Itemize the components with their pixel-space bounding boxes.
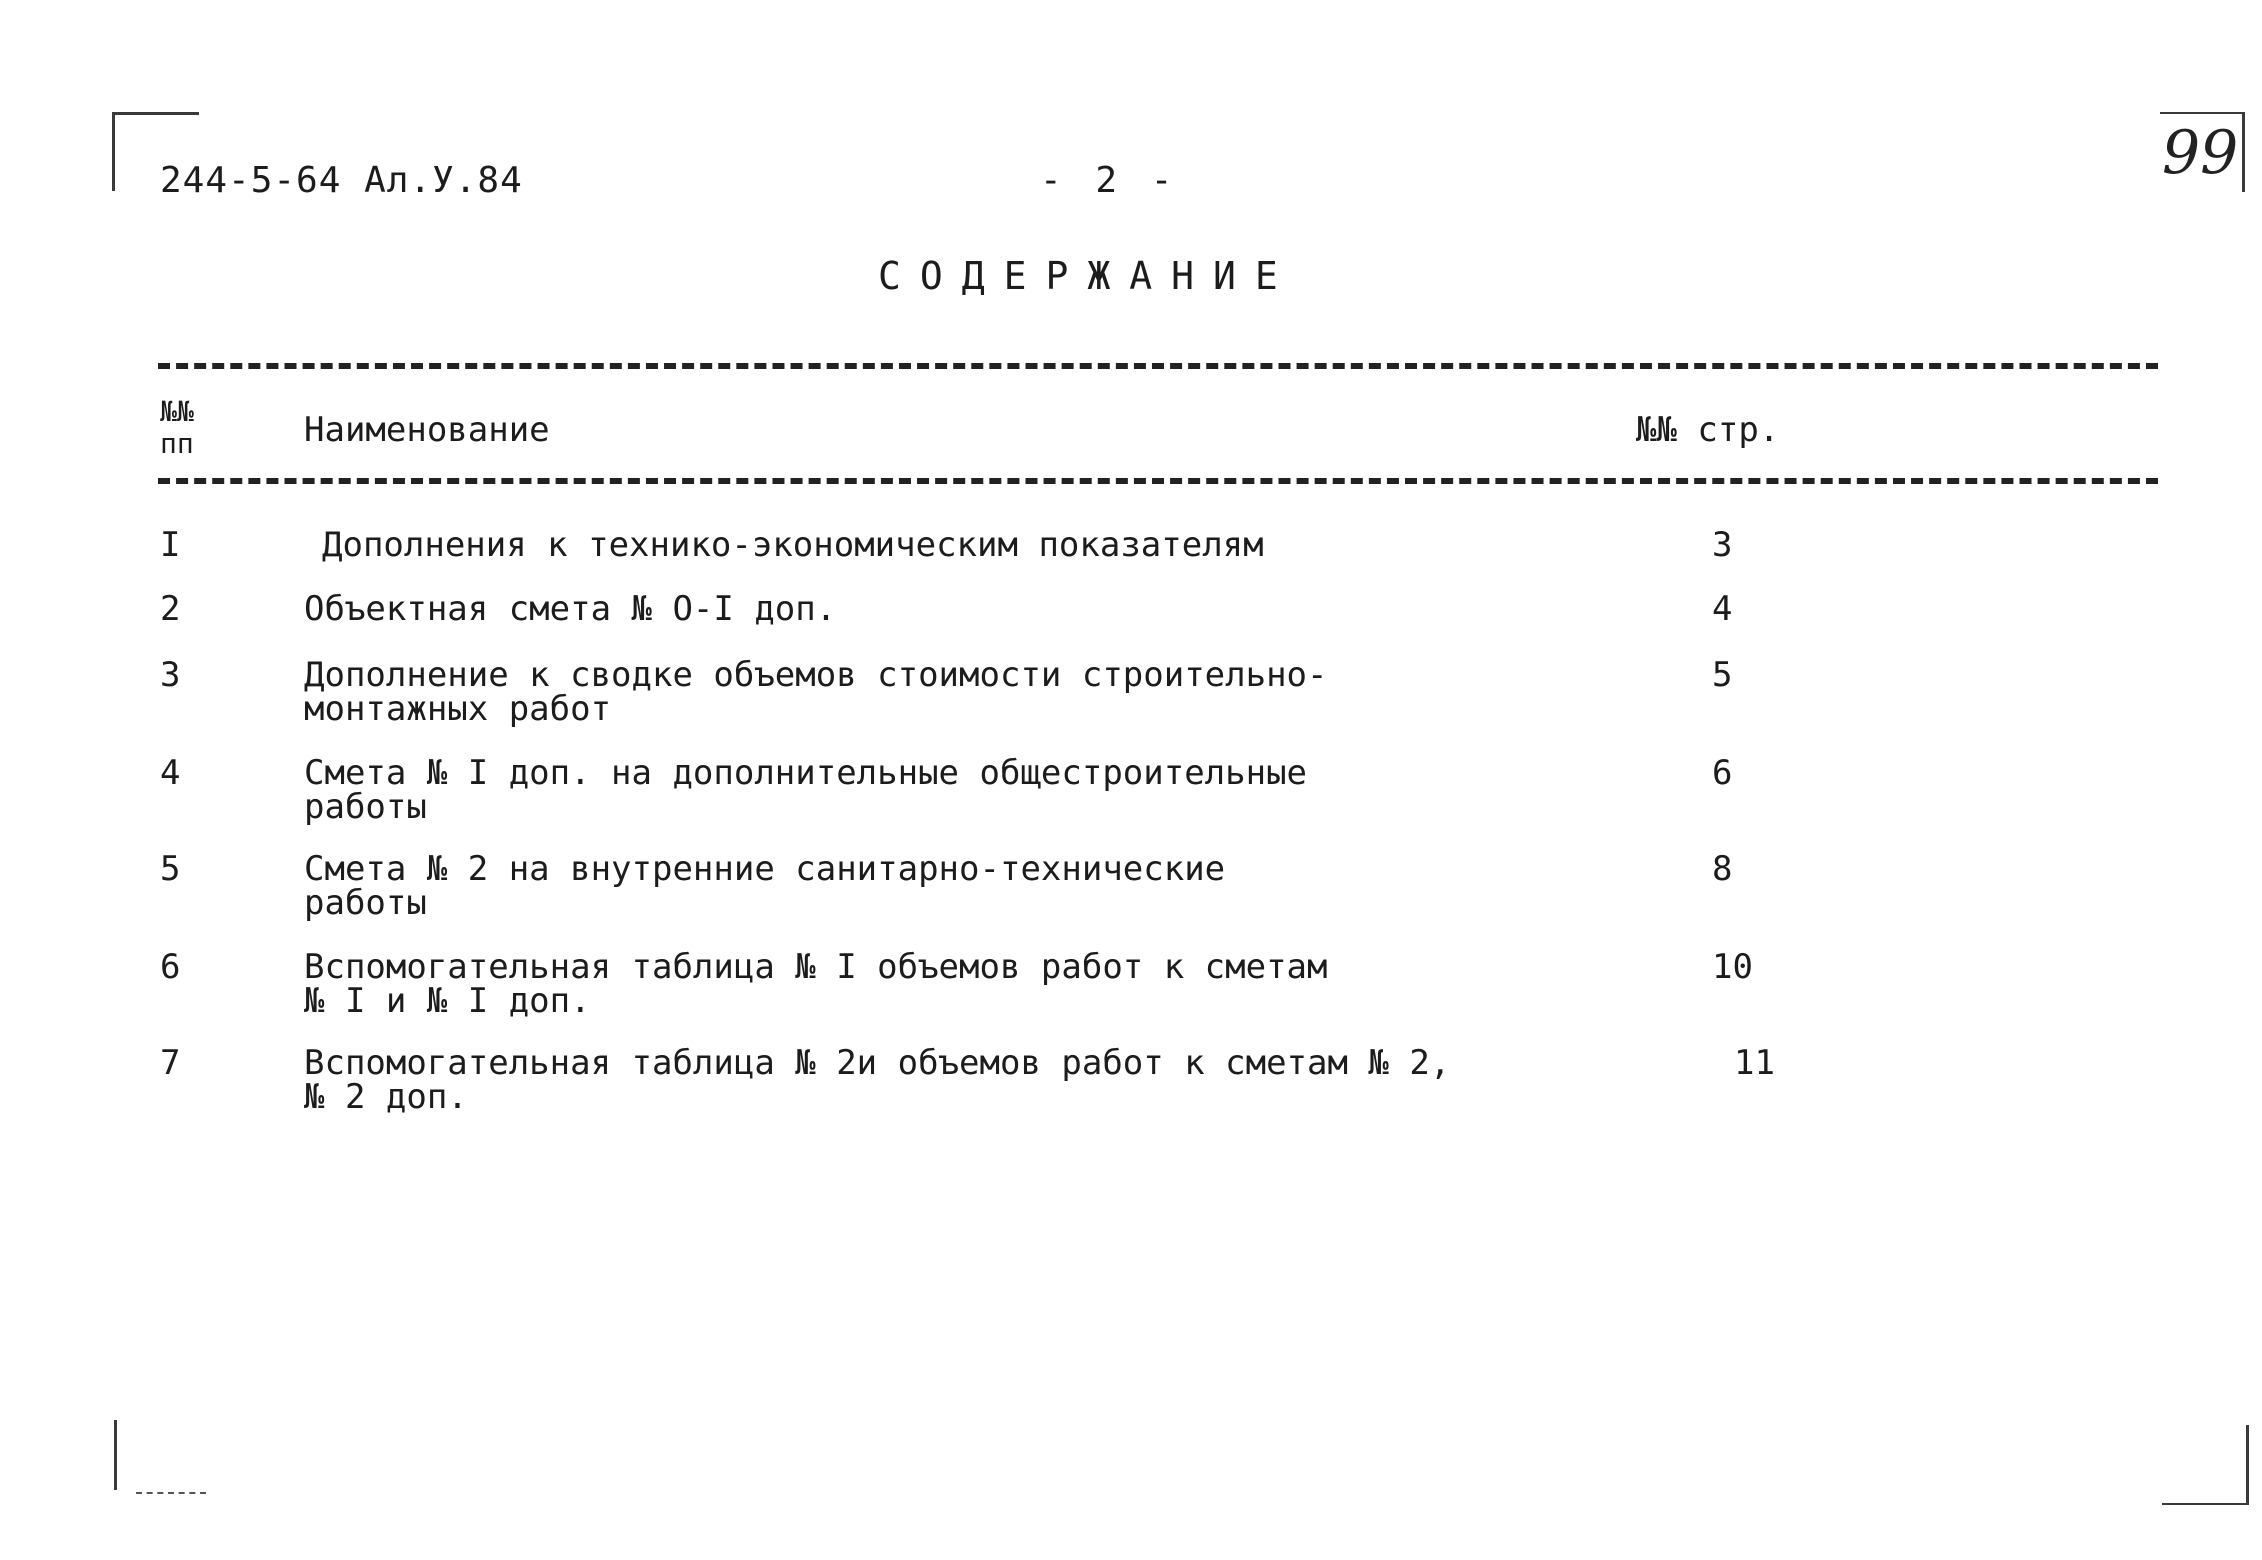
column-header-number (160, 396, 220, 460)
item-name: Смета № 2 на внутренние санитарно-технические работы (304, 849, 1226, 923)
page-number: - 2 - (1040, 160, 1179, 201)
item-page: 6 (1712, 753, 1733, 793)
item-name: Объектная смета № О-I доп. (304, 589, 837, 629)
item-number: 5 (160, 849, 181, 889)
column-header-number-line1: №№ (160, 395, 194, 428)
document-code: 244-5-64 Ал.У.84 (160, 160, 523, 201)
dashed-rule-header (158, 478, 2158, 484)
corner-mark-bottom-left-dash (136, 1492, 206, 1494)
item-page: 4 (1712, 589, 1733, 629)
item-number: 2 (160, 589, 181, 629)
item-page: 8 (1712, 849, 1733, 889)
corner-mark-bottom-left (114, 1420, 117, 1490)
item-number: 7 (160, 1043, 181, 1083)
item-number: 4 (160, 753, 181, 793)
page-title: СОДЕРЖАНИЕ (878, 254, 1297, 298)
item-number: 3 (160, 655, 181, 695)
column-header-page: №№ стр. (1636, 410, 1780, 450)
item-name: Вспомогательная таблица № 2и объемов работ к сметам № 2, № 2 доп. (304, 1043, 1451, 1117)
item-number: I (160, 525, 181, 565)
item-page: 11 (1734, 1043, 1775, 1083)
item-page: 5 (1712, 655, 1733, 695)
item-name: Дополнение к сводке объемов стоимости строительно- монтажных работ (304, 655, 1328, 729)
dashed-rule-top (158, 363, 2158, 369)
item-name: Вспомогательная таблица № I объемов работ к сметам № I и № I доп. (304, 947, 1328, 1021)
item-name: Дополнения к технико-экономическим показателям (322, 525, 1264, 565)
item-name: Смета № I доп. на дополнительные общестроительные работы (304, 753, 1308, 827)
column-header-number-line2: пп (160, 427, 194, 460)
column-header-name: Наименование (304, 410, 550, 450)
item-number: 6 (160, 947, 181, 987)
item-page: 10 (1712, 947, 1753, 987)
handwritten-sheet-number: 99 (2162, 118, 2239, 188)
corner-mark-bottom-right (2162, 1425, 2249, 1505)
item-page: 3 (1712, 525, 1733, 565)
